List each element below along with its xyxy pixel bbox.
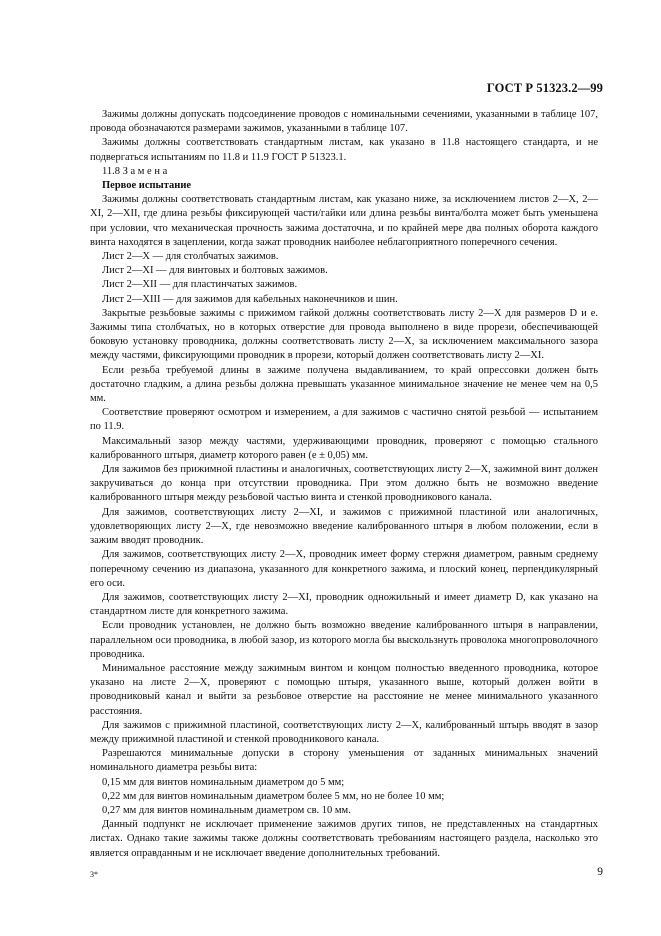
paragraph: Максимальный зазор между частями, удерживающими проводник, проверяют с помощью стального калиброванного штыря, диаметр которого равен (e ± 0,05) мм. bbox=[90, 435, 598, 461]
paragraph: Для зажимов без прижимной пластины и аналогичных, соответствующих листу 2—X, зажимной винт должен закручиваться до конца при отсутствии проводника. При этом должно быть не возможно введение калиброванного штыря между резьбовой частью винта и стенкой проводникового канала. bbox=[90, 464, 598, 504]
page-number: 9 bbox=[597, 866, 603, 878]
paragraph: Первое испытание bbox=[102, 180, 192, 192]
paragraph: Соответствие проверяют осмотром и измерением, а для зажимов с частично снятой резьбой — испытанием по 11.9. bbox=[90, 407, 598, 433]
paragraph: Зажимы должны соответствовать стандартным листам, как указано в 11.8 настоящего стандарта, и не подвергаться испытаниям по 11.8 и 11.9 ГОСТ Р 51323.1. bbox=[90, 137, 598, 163]
document-body bbox=[90, 108, 598, 861]
paragraph: Лист 2—XI — для винтовых и болтовых зажимов. bbox=[102, 265, 328, 277]
paragraph: 11.8 З а м е н а bbox=[102, 165, 168, 177]
paragraph: Лист 2—XII — для пластинчатых зажимов. bbox=[102, 279, 298, 291]
paragraph: Лист 2—XIII — для зажимов для кабельных наконечников и шин. bbox=[102, 293, 398, 305]
paragraph: Зажимы должны соответствовать стандартным листам, как указано ниже, за исключением листов 2—X, 2—XI, 2—XII, где длина резьбы фиксирующей части/гайки или длина резьбы винта/болта может быть уменьшена при условии, что механическая прочность зажима достаточна, и по крайней мере два полных оборота каждого винта находятся в зацеплении, когда зажат проводник наиболее неблагоприятного поперечного сечения. bbox=[90, 194, 598, 248]
paragraph: Данный подпункт не исключает применение зажимов других типов, не представленных на стандартных листах. Однако такие зажимы также должны соответствовать требованиям настоящего раздела, насколько это является оправданным и не исключает введение дополнительных требований. bbox=[90, 819, 598, 859]
paragraph: Для зажимов с прижимной пластиной, соответствующих листу 2—X, калиброванный штырь вводят в зазор между прижимной пластиной и стенкой проводникового канала. bbox=[90, 719, 598, 745]
paragraph: Минимальное расстояние между зажимным винтом и концом полностью введенного проводника, которое указано на листе 2—X, проверяют с помощью штыря, указанного выше, который должен войти в проводниковый канал и выйти за резьбовое отверстие на расстояние не менее минимального указанного расстояния. bbox=[90, 662, 598, 717]
paragraph: 0,27 мм для винтов номинальным диаметром св. 10 мм. bbox=[102, 804, 351, 816]
paragraph: Если резьба требуемой длины в зажиме получена выдавливанием, то край опрессовки должен быть достаточно гладким, а длина резьбы должна превышать указанное минимальное значение не менее чем на 0,5 мм. bbox=[90, 364, 598, 405]
paragraph: Для зажимов, соответствующих листу 2—X, проводник имеет форму стержня диаметром, равным среднему поперечному сечению из диапазона, указанного для конкретного зажима, и плоский конец, перпендикулярный его оси. bbox=[90, 549, 598, 589]
footer-signature-mark: 3* bbox=[90, 870, 98, 879]
paragraph: 0,15 мм для винтов номинальным диаметром до 5 мм; bbox=[102, 776, 345, 788]
paragraph: Зажимы должны допускать подсоединение проводов с номинальными сечениями, указанными в таблице 107, провода обозначаются размерами зажимов, указанными в таблице 107. bbox=[90, 109, 598, 135]
paragraph: Разрешаются минимальные допуски в сторону уменьшения от заданных минимальных значений номинального диаметра резьбы вита: bbox=[90, 748, 598, 774]
paragraph: Для зажимов, соответствующих листу 2—XI, и зажимов с прижимной пластиной или аналогичных, удовлетворяющих листу 2—X, где невозможно введение калиброванного штыря в любом положении, если в зажим вводят проводник. bbox=[90, 506, 598, 547]
page-header: ГОСТ Р 51323.2—99 bbox=[486, 81, 603, 95]
paragraph: Лист 2—X — для столбчатых зажимов. bbox=[102, 251, 279, 263]
paragraph: Если проводник установлен, не должно быть возможно введение калиброванного штыря в направлении, параллельном оси проводника, в любой зазор, из которого могла бы выскользнуть проволока многопроволочного проводника. bbox=[90, 620, 598, 660]
paragraph: Закрытые резьбовые зажимы с прижимом гайкой должны соответствовать листу 2—X для размеров D и e. Зажимы типа столбчатых, но в которых отверстие для провода выполнено в виде прорези, обеспечивающей боковую установку проводника, должны соответствовать листу 2—X, за исключением максимального зазора между частями, фиксирующими проводник в прорези, который должен соответствовать листу 2—XI. bbox=[90, 307, 598, 362]
paragraph: 0,22 мм для винтов номинальным диаметром более 5 мм, но не более 10 мм; bbox=[102, 790, 445, 802]
paragraph: Для зажимов, соответствующих листу 2—XI, проводник одножильный и имеет диаметр D, как указано на стандартном листе для конкретного зажима. bbox=[90, 591, 598, 618]
